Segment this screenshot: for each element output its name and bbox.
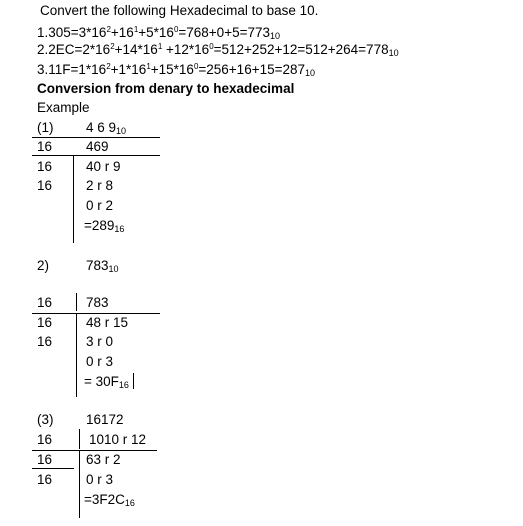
ex2-top-bar (76, 293, 77, 311)
ex2-label: 2) (37, 258, 50, 273)
ex3-number: 16172 (86, 412, 124, 427)
ex1-division-bar (73, 155, 74, 243)
ex3-rule (32, 450, 157, 451)
ex2-rule (32, 313, 160, 314)
ex3-value: 63 r 2 (86, 452, 121, 467)
ex3-division-bar (79, 450, 80, 518)
ex1-bottom-rule (32, 155, 160, 156)
text-cursor (133, 373, 134, 389)
section-title: Conversion from denary to hexadecimal (37, 81, 295, 96)
ex1-top-rule (32, 137, 160, 138)
ex3-value: 1010 r 12 (89, 432, 147, 447)
ex3-divisor-underline (32, 468, 74, 469)
document-heading: Convert the following Hexadecimal to base 10. (40, 3, 319, 18)
ex3-top-bar (79, 429, 80, 449)
conversion-line-1: $1.305=3*16^2+16^1+5*16^0=768+0+5=773_{10}$ (37, 25, 281, 41)
ex1-value: 0 r 2 (86, 198, 114, 213)
ex1-value: 2 r 8 (86, 178, 114, 193)
ex3-divisor: 16 (37, 432, 53, 447)
ex3-label: (3) (37, 412, 54, 427)
ex2-divisor: 16 (37, 315, 53, 330)
ex2-number: $783_{10}$ (86, 258, 119, 274)
ex3-divisor: 16 (37, 452, 53, 467)
ex2-divisor: 16 (37, 295, 53, 310)
ex2-value: 3 r 0 (86, 334, 114, 349)
ex2-result: = $30F_{16}$ (84, 374, 129, 390)
ex2-divisor: 16 (37, 334, 53, 349)
conversion-line-2: $2.2EC=2*16^2+14*16^1 +12*16^0=512+252+12=512+264=778_{10}$ (37, 42, 399, 58)
ex1-value: 40 r 9 (86, 159, 121, 174)
example-label: Example (37, 100, 90, 115)
ex1-value: 469 (86, 139, 109, 154)
ex1-result: $=289_{16}$ (84, 218, 125, 234)
ex2-value: 48 r 15 (86, 315, 129, 330)
ex1-number: 4 6 $9_{10}$ (86, 120, 127, 136)
conversion-line-3: $3.11F=1*16^2+1*16^1+15*16^0=256+16+15=287_{10}$ (37, 62, 316, 78)
ex1-label: (1) (37, 120, 54, 135)
ex2-value: 0 r 3 (86, 354, 114, 369)
ex1-divisor: 16 (37, 178, 53, 193)
ex3-result: $=3F2C_{16}$ (84, 492, 135, 508)
ex3-divisor: 16 (37, 472, 53, 487)
ex1-divisor: 16 (37, 159, 53, 174)
ex2-value: 783 (86, 295, 109, 310)
ex2-division-bar (76, 313, 77, 397)
ex1-divisor: 16 (37, 139, 53, 154)
ex3-value: 0 r 3 (86, 472, 114, 487)
